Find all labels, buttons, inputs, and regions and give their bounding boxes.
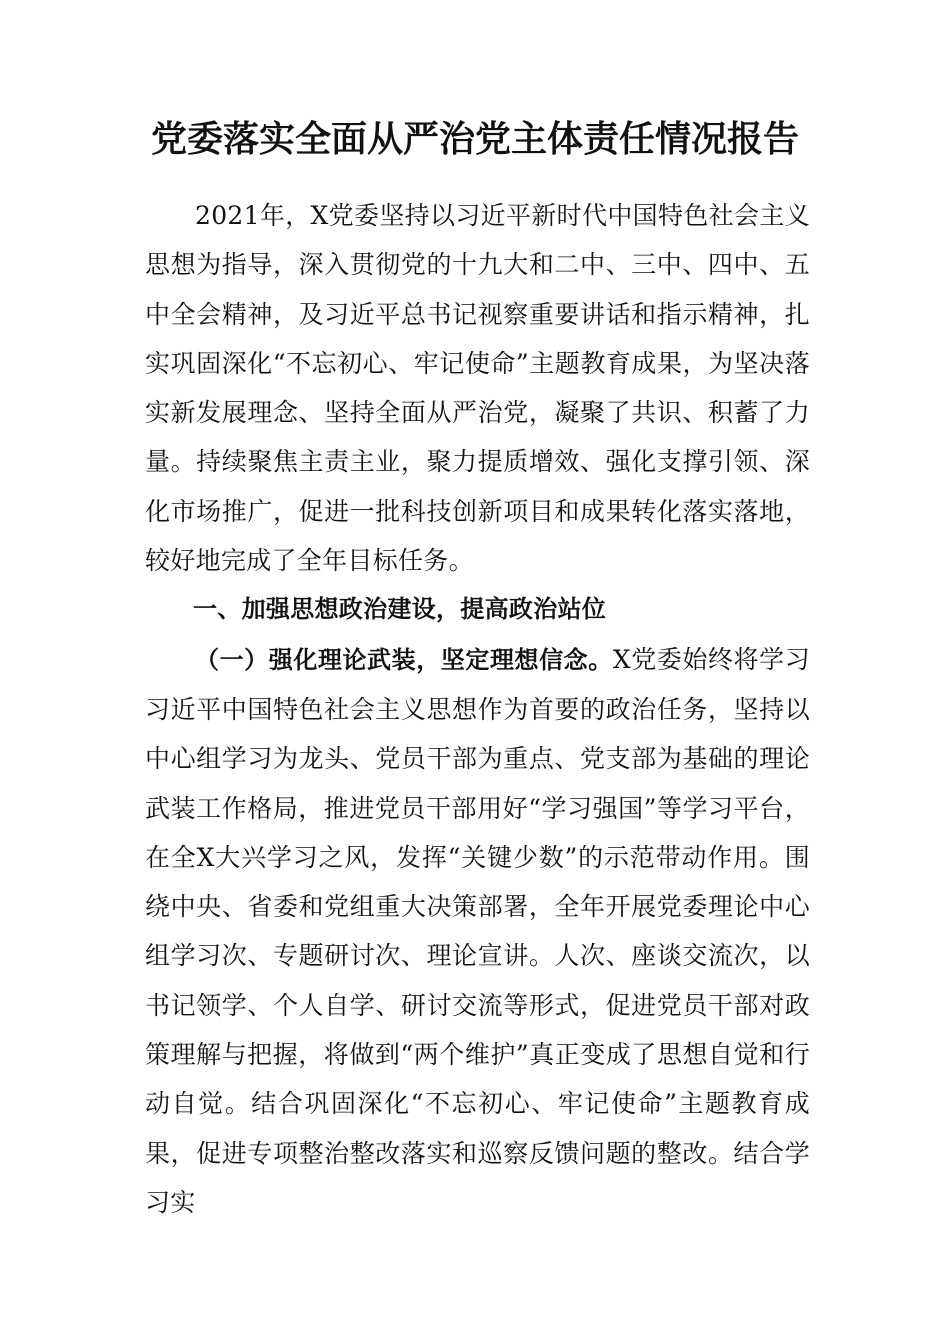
intro-paragraph: 2021年，X党委坚持以习近平新时代中国特色社会主义思想为指导，深入贯彻党的十九大和二中、三中、四中、五中全会精神，及习近平总书记视察重要讲话和指示精神，扎实巩固深化“不忘初心、牢记使命”主题教育成果，为坚决落实新发展理念、坚持全面从严治党，凝聚了共识、积蓄了力量。持续聚焦主责主业，聚力提质增效、强化支撑引领、深化市场推广，促进一批科技创新项目和成果转化落实落地，较好地完成了全年目标任务。 bbox=[145, 201, 810, 576]
subsection-body-1: X党委始终将学习习近平中国特色社会主义思想作为首要的政治任务，坚持以中心组学习为龙头、党员干部为重点、党支部为基础的理论武装工作格局，推进党员干部用好“学习强国”等学习平台，在全X大兴学习之风，发挥“关键少数”的示范带动作用。围绕中央、省委和党组重大决策部署，全年开展党委理论中心组学习次、专题研讨次、理论宣讲。人次、座谈交流次，以书记领学、个人自学、研讨交流等形式，促进党员干部对政策理解与把握，将做到“两个维护”真正变成了思想自觉和行动自觉。结合巩固深化“不忘初心、牢记使命”主题教育成果，促进专项整治整改落实和巡察反馈问题的整改。结合学习实 bbox=[145, 644, 810, 1217]
subsection-lead-1: （一）强化理论武装，坚定理想信念。 bbox=[195, 645, 613, 674]
document-body bbox=[145, 191, 810, 1227]
document-title: 党委落实全面从严治党主体责任情况报告 bbox=[150, 119, 799, 160]
subsection-paragraph-1 bbox=[145, 635, 810, 1228]
section-heading-1: 一、加强思想政治建设，提高政治站位 bbox=[193, 595, 607, 624]
